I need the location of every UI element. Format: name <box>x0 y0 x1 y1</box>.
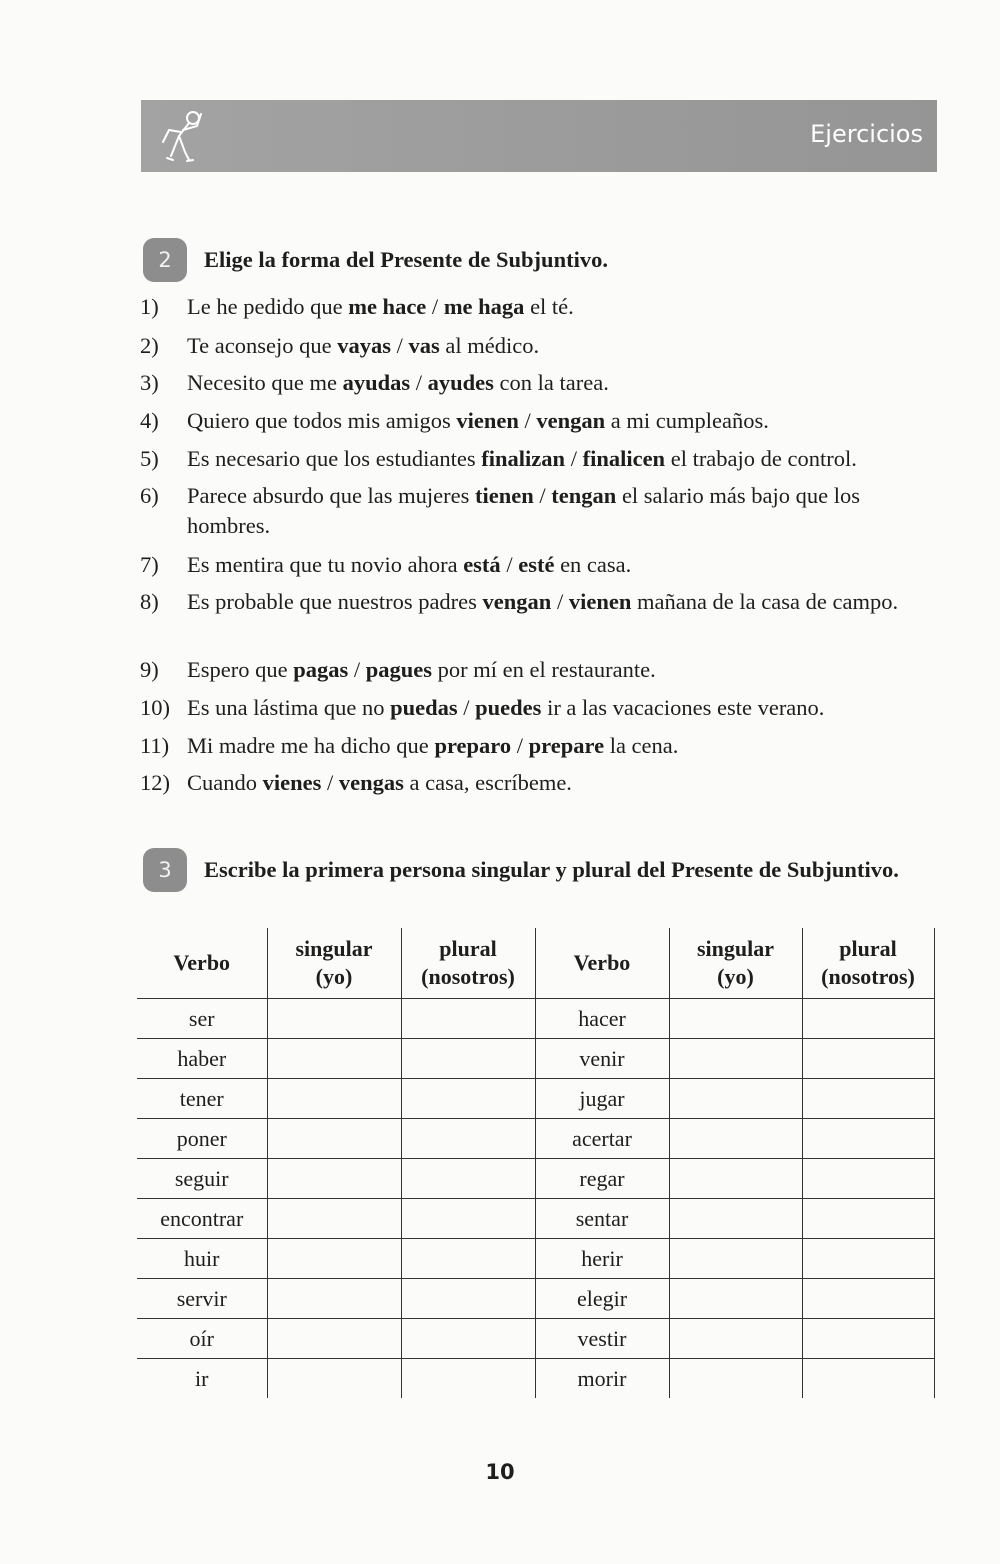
exercise-item <box>140 768 940 798</box>
option-one[interactable]: ayudas <box>342 370 411 395</box>
item-number: 3) <box>140 370 159 395</box>
table-row <box>137 999 934 1039</box>
exercise-item <box>140 481 940 541</box>
table-row <box>137 1279 934 1319</box>
verb-cell: haber <box>137 1039 267 1079</box>
table-row <box>137 1119 934 1159</box>
option-one[interactable]: tienen <box>475 483 534 508</box>
option-two[interactable]: vas <box>408 333 440 358</box>
option-two[interactable]: me haga <box>443 294 525 319</box>
plural-answer-cell[interactable] <box>401 999 535 1039</box>
table-row <box>137 1359 934 1399</box>
verb-cell: vestir <box>535 1319 669 1359</box>
option-one[interactable]: me hace <box>348 294 427 319</box>
item-number: 7) <box>140 552 159 577</box>
option-one[interactable]: pagas <box>293 657 349 682</box>
table-header-row <box>137 928 934 999</box>
verb-cell: morir <box>535 1359 669 1399</box>
exercise-title: Elige la forma del Presente de Subjuntivo. <box>204 247 608 272</box>
singular-answer-cell[interactable] <box>267 1079 401 1119</box>
singular-answer-cell[interactable] <box>267 1199 401 1239</box>
plural-answer-cell[interactable] <box>401 1319 535 1359</box>
banner-title: Ejercicios <box>810 120 923 148</box>
item-number: 9) <box>140 657 159 682</box>
item-sentence: Es una lástima que no puedas / puedes ir a las vacaciones este verano. <box>187 695 825 720</box>
stretching-person-icon <box>153 104 211 168</box>
singular-answer-cell[interactable] <box>669 1319 802 1359</box>
exercise-title: Escribe la primera persona singular y plural del Presente de Subjuntivo. <box>204 857 899 882</box>
verb-cell: ser <box>137 999 267 1039</box>
option-two[interactable]: tengan <box>551 483 617 508</box>
item-number: 10) <box>140 695 170 720</box>
option-one[interactable]: vienen <box>456 408 519 433</box>
item-sentence: Necesito que me ayudas / ayudes con la tarea. <box>187 370 609 395</box>
plural-column-header: plural (nosotros) <box>802 928 934 999</box>
plural-answer-cell[interactable] <box>401 1119 535 1159</box>
singular-answer-cell[interactable] <box>267 1359 401 1399</box>
singular-answer-cell[interactable] <box>267 1039 401 1079</box>
verb-cell: oír <box>137 1319 267 1359</box>
item-sentence: Parece absurdo que las mujeres tienen / tengan el salario más bajo que los hombres. <box>187 483 861 538</box>
plural-answer-cell[interactable] <box>401 1279 535 1319</box>
verb-cell: hacer <box>535 999 669 1039</box>
exercise-item <box>140 368 940 398</box>
option-one[interactable]: está <box>463 552 501 577</box>
verb-cell: encontrar <box>137 1199 267 1239</box>
singular-answer-cell[interactable] <box>267 1119 401 1159</box>
verb-cell: huir <box>137 1239 267 1279</box>
table-row <box>137 1239 934 1279</box>
plural-answer-cell[interactable] <box>401 1079 535 1119</box>
plural-answer-cell[interactable] <box>401 1359 535 1399</box>
item-number: 8) <box>140 589 159 614</box>
option-two[interactable]: ayudes <box>427 370 494 395</box>
section-banner <box>141 100 937 172</box>
table-row <box>137 1079 934 1119</box>
plural-answer-cell[interactable] <box>401 1039 535 1079</box>
singular-answer-cell[interactable] <box>669 1119 802 1159</box>
page-number: 10 <box>485 1460 515 1484</box>
option-two[interactable]: vengan <box>536 408 606 433</box>
option-two[interactable]: prepare <box>528 733 605 758</box>
plural-answer-cell[interactable] <box>401 1239 535 1279</box>
singular-answer-cell[interactable] <box>669 1279 802 1319</box>
verb-cell: seguir <box>137 1159 267 1199</box>
option-two[interactable]: esté <box>518 552 555 577</box>
singular-answer-cell[interactable] <box>267 1239 401 1279</box>
table-row <box>137 1039 934 1079</box>
plural-answer-cell[interactable] <box>802 1279 934 1319</box>
option-two[interactable]: puedes <box>475 695 542 720</box>
item-sentence: Le he pedido que me hace / me haga el té. <box>187 294 574 319</box>
item-number: 2) <box>140 333 159 358</box>
item-sentence: Es necesario que los estudiantes finalizan / finalicen el trabajo de control. <box>187 446 857 471</box>
singular-answer-cell[interactable] <box>669 1239 802 1279</box>
verb-cell: herir <box>535 1239 669 1279</box>
exercise-2-heading <box>143 238 608 282</box>
exercise-item <box>140 406 940 436</box>
item-sentence: Cuando vienes / vengas a casa, escríbeme. <box>187 770 572 795</box>
verb-column-header: Verbo <box>535 928 669 999</box>
plural-answer-cell[interactable] <box>802 1159 934 1199</box>
singular-answer-cell[interactable] <box>267 1159 401 1199</box>
exercise-item <box>140 550 940 580</box>
verb-cell: elegir <box>535 1279 669 1319</box>
singular-column-header: singular (yo) <box>669 928 802 999</box>
item-sentence: Mi madre me ha dicho que preparo / prepare la cena. <box>187 733 679 758</box>
plural-answer-cell[interactable] <box>401 1159 535 1199</box>
verb-column-header: Verbo <box>137 928 267 999</box>
exercise-3-heading <box>143 848 899 892</box>
singular-answer-cell[interactable] <box>267 1319 401 1359</box>
option-one[interactable]: preparo <box>434 733 512 758</box>
option-two[interactable]: vienen <box>568 589 632 614</box>
option-one[interactable]: puedas <box>390 695 458 720</box>
option-one[interactable]: finalizan <box>481 446 566 471</box>
item-sentence: Es probable que nuestros padres vengan / vienen mañana de la casa de campo. <box>187 589 899 614</box>
item-number: 4) <box>140 408 159 433</box>
table-row <box>137 1199 934 1239</box>
plural-answer-cell[interactable] <box>802 1039 934 1079</box>
singular-column-header: singular (yo) <box>267 928 401 999</box>
item-number: 6) <box>140 483 159 508</box>
table-row <box>137 1319 934 1359</box>
singular-answer-cell[interactable] <box>669 1039 802 1079</box>
plural-answer-cell[interactable] <box>802 1119 934 1159</box>
plural-answer-cell[interactable] <box>401 1199 535 1239</box>
verb-cell: ir <box>137 1359 267 1399</box>
exercise-item <box>140 292 940 322</box>
plural-answer-cell[interactable] <box>802 1319 934 1359</box>
item-number: 1) <box>140 294 159 319</box>
item-sentence: Espero que pagas / pagues por mí en el restaurante. <box>187 657 656 682</box>
option-two[interactable]: pagues <box>365 657 433 682</box>
singular-answer-cell[interactable] <box>267 1279 401 1319</box>
verb-cell: sentar <box>535 1199 669 1239</box>
exercise-item <box>140 587 940 617</box>
plural-answer-cell[interactable] <box>802 1359 934 1399</box>
exercise-item <box>140 331 940 361</box>
exercise-item <box>140 693 940 723</box>
item-number: 5) <box>140 446 159 471</box>
verb-cell: acertar <box>535 1119 669 1159</box>
singular-answer-cell[interactable] <box>669 1199 802 1239</box>
exercise-number-badge: 3 <box>143 848 187 892</box>
conjugation-table <box>137 928 935 1398</box>
item-sentence: Es mentira que tu novio ahora está / esté en casa. <box>187 552 632 577</box>
verb-cell: venir <box>535 1039 669 1079</box>
verb-cell: tener <box>137 1079 267 1119</box>
verb-cell: jugar <box>535 1079 669 1119</box>
item-number: 12) <box>140 770 170 795</box>
plural-column-header: plural (nosotros) <box>401 928 535 999</box>
singular-answer-cell[interactable] <box>669 999 802 1039</box>
exercise-number-badge: 2 <box>143 238 187 282</box>
plural-answer-cell[interactable] <box>802 999 934 1039</box>
plural-answer-cell[interactable] <box>802 1079 934 1119</box>
verb-cell: poner <box>137 1119 267 1159</box>
option-two[interactable]: finalicen <box>582 446 666 471</box>
exercise-item <box>140 444 940 474</box>
exercise-item <box>140 731 940 761</box>
singular-answer-cell[interactable] <box>669 1159 802 1199</box>
singular-answer-cell[interactable] <box>669 1079 802 1119</box>
item-sentence: Quiero que todos mis amigos vienen / vengan a mi cumpleaños. <box>187 408 769 433</box>
item-number: 11) <box>140 733 170 758</box>
item-sentence: Te aconsejo que vayas / vas al médico. <box>187 333 540 358</box>
plural-answer-cell[interactable] <box>802 1199 934 1239</box>
option-one[interactable]: vienes <box>262 770 322 795</box>
verb-cell: regar <box>535 1159 669 1199</box>
option-one[interactable]: vengan <box>482 589 552 614</box>
singular-answer-cell[interactable] <box>669 1359 802 1399</box>
table-row <box>137 1159 934 1199</box>
singular-answer-cell[interactable] <box>267 999 401 1039</box>
option-two[interactable]: vengas <box>338 770 404 795</box>
plural-answer-cell[interactable] <box>802 1239 934 1279</box>
verb-cell: servir <box>137 1279 267 1319</box>
exercise-item <box>140 655 940 685</box>
option-one[interactable]: vayas <box>337 333 392 358</box>
